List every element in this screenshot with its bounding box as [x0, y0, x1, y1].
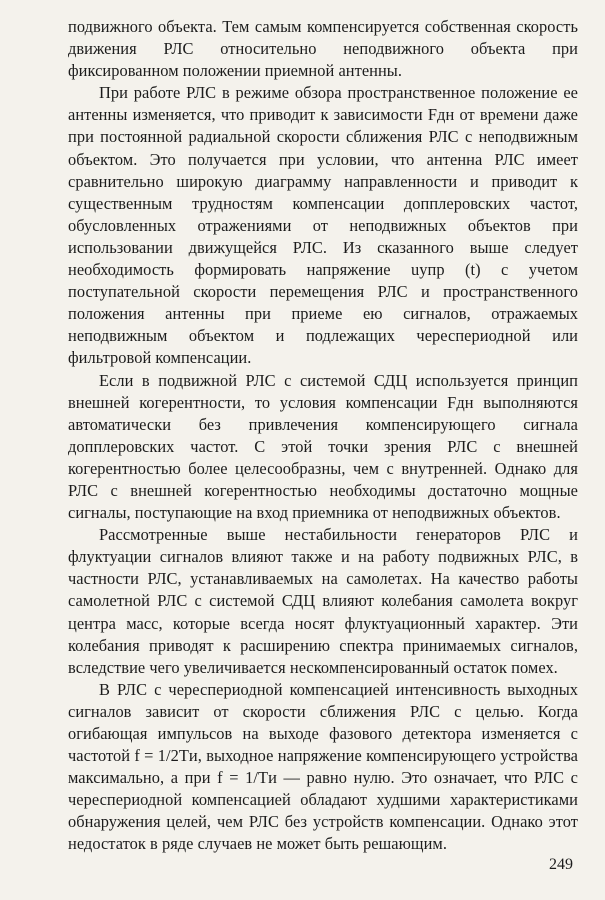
- paragraph-1: подвижного объекта. Тем самым компенсируется собственная скорость движения РЛС относительно неподвижного объекта при фиксированном положении приемной антенны.: [68, 17, 578, 81]
- paragraph-2: При работе РЛС в режиме обзора пространственное положение ее антенны изменяется, что приводит к зависимости Fдн от времени даже при постоянной радиальной скорости сближения РЛС с неподвижным объектом. Это получается при условии, что антенна РЛС имеет сравнительно широкую диаграмму направленности и приводит к существенным трудностям компенсации допплеровских частот, обусловленных отражениями от неподвижных объектов при использовании движущейся РЛС. Из сказанного выше следует необходимость формировать напряжение uупр (t) с учетом поступательной скорости перемещения РЛС и пространственного положения антенны при приеме ею сигналов, отражаемых неподвижным объектом и подлежащих череспериодной или фильтровой компенсации.: [68, 83, 578, 368]
- page-body: [68, 16, 578, 856]
- paragraph-5: В РЛС с череспериодной компенсацией интенсивность выходных сигналов зависит от скорости сближения РЛС с целью. Когда огибающая импульсов на выходе фазового детектора изменяется с частотой f = 1/2Tи, выходное напряжение компенсирующего устройства максимально, а при f = 1/Tи — равно нулю. Это означает, что РЛС с череспериодной компенсацией обладают худшими характеристиками обнаружения целей, чем РЛС без устройств компенсации. Однако этот недостаток в ряде случаев не может быть решающим.: [68, 679, 578, 854]
- paragraph-4: Рассмотренные выше нестабильности генераторов РЛС и флуктуации сигналов влияют также и на работу подвижных РЛС, в частности РЛС, устанавливаемых на самолетах. На качество работы самолетной РЛС с системой СДЦ влияют колебания самолета вокруг центра масс, которые всегда носят флуктуационный характер. Эти колебания приводят к расширению спектра принимаемых сигналов, вследствие чего увеличивается нескомпенсированный остаток помех.: [68, 525, 578, 677]
- page-number: 249: [549, 856, 573, 873]
- paragraph-3: Если в подвижной РЛС с системой СДЦ используется принцип внешней когерентности, то условия компенсации Fдн выполняются автоматически без привлечения компенсирующего сигнала допплеровских частот. С этой точки зрения РЛС с внешней когерентностью более целесообразны, чем с внутренней. Однако для РЛС с внешней когерентностью необходимы достаточно мощные сигналы, поступающие на вход приемника от неподвижных объектов.: [68, 370, 578, 523]
